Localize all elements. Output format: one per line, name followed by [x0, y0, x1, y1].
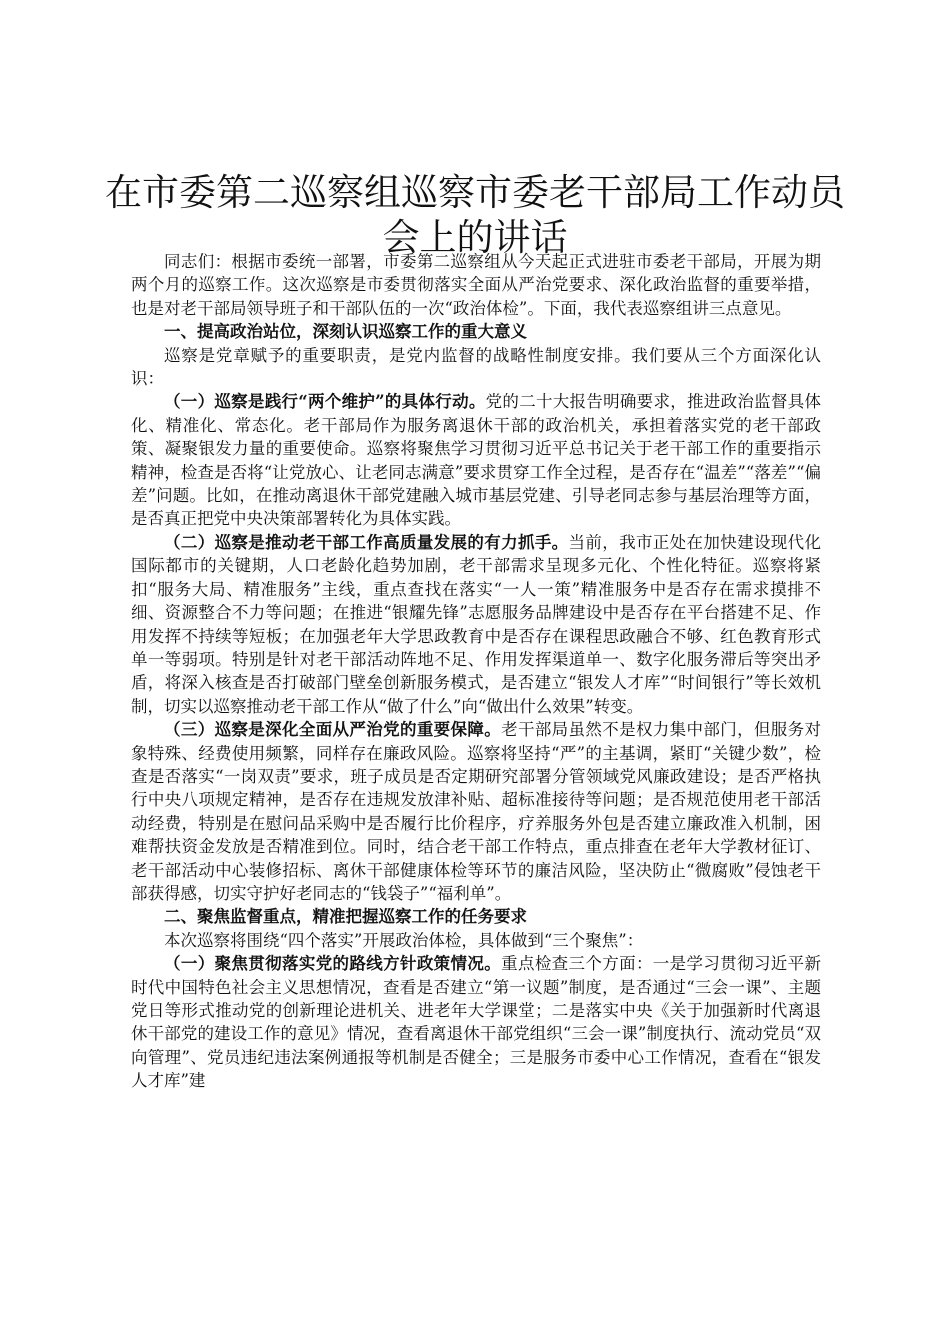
document-title: 在市委第二巡察组巡察市委老干部局工作动员会上的讲话	[105, 171, 845, 259]
section-1-point-2-text: 当前，我市正处在加快建设现代化国际都市的关键期，人口老龄化趋势加剧，老干部需求呈现多元化、个性化特征。巡察将紧扣“服务大局、精准服务”主线，重点查找在落实“一人一策”精准服务中是否存在需求摸排不细、资源整合不力等问题；在推进“银耀先锋”志愿服务品牌建设中是否存在平台搭建不足、作用发挥不持续等短板；在加强老年大学思政教育中是否存在课程思政融合不够、红色教育形式单一等弱项。特别是针对老干部活动阵地不足、作用发挥渠道单一、数字化服务滞后等突出矛盾，将深入核查是否打破部门壁垒创新服务模式，是否建立“银发人才库”“时间银行”等长效机制，切实以巡察推动老干部工作从“做了什么”向“做出什么效果”转变。	[131, 532, 822, 716]
section-2-intro: 本次巡察将围绕“四个落实”开展政治体检，具体做到“三个聚焦”：	[164, 930, 644, 950]
section-1-point-3-text: 老干部局虽然不是权力集中部门，但服务对象特殊、经费使用频繁，同样存在廉政风险。巡察将坚持“严”的主基调，紧盯“关键少数”，检查是否落实“一岗双责”要求，班子成员是否定期研究部署分管领域党风廉政建设；是否严格执行中央八项规定精神，是否存在违规发放津补贴、超标准接待等问题；是否规范使用老干部活动经费，特别是在慰问品采购中是否履行比价程序，疗养服务外包是否建立廉政准入机制，困难帮扶资金发放是否精准到位。同时，结合老干部工作特点，重点排查在老年大学教材征订、老干部活动中心装修招标、离休干部健康体检等环节的廉洁风险，坚决防止“微腐败”侵蚀老干部获得感，切实守护好老同志的“钱袋子”“福利单”。	[131, 720, 822, 903]
section-1-point-3-lead: （三）巡察是深化全面从严治党的重要保障。	[164, 720, 502, 740]
salutation-paragraph: 同志们：根据市委统一部署，市委第二巡察组从今天起正式进驻市委老干部局，开展为期两个月的巡察工作。这次巡察是市委贯彻落实全面从严治党要求、深化政治监督的重要举措，也是对老干部局领导班子和干部队伍的一次“政治体检”。下面，我代表巡察组讲三点意见。	[131, 252, 821, 318]
section-1-point-2	[131, 531, 821, 718]
section-1-point-1-lead: （一）巡察是践行“两个维护”的具体行动。	[164, 392, 486, 412]
section-1-heading: 一、提高政治站位，深刻认识巡察工作的重大意义	[164, 322, 527, 342]
section-1-point-1	[131, 390, 821, 530]
section-1-intro: 巡察是党章赋予的重要职责，是党内监督的战略性制度安排。我们要从三个方面深化认识：	[131, 345, 821, 389]
section-1-point-1-text: 党的二十大报告明确要求，推进政治监督具体化、精准化、常态化。老干部局作为服务离退休干部的政治机关，承担着落实党的老干部政策、凝聚银发力量的重要使命。巡察将聚焦学习贯彻习近平总书记关于老干部工作的重要指示精神，检查是否将“让党放心、让老同志满意”要求贯穿工作全过程，是否存在“温差”“落差”“偏差”问题。比如，在推动离退休干部党建融入城市基层党建、引导老同志参与基层治理等方面，是否真正把党中央决策部署转化为具体实践。	[131, 392, 822, 529]
section-2-point-1	[131, 952, 821, 1092]
section-2-point-1-text: 重点检查三个方面：一是学习贯彻习近平新时代中国特色社会主义思想情况，查看是否建立“第一议题”制度，是否通过“三会一课”、主题党日等形式推动党的创新理论进机关、进老年大学课堂；二是落实中央《关于加强新时代离退休干部党的建设工作的意见》情况，查看离退休干部党组织“三会一课”制度执行、流动党员“双向管理”、党员违纪违法案例通报等机制是否健全；三是服务市委中心工作情况，查看在“银发人才库”建	[131, 954, 822, 1091]
section-1-point-3	[131, 718, 821, 905]
document-body	[131, 250, 821, 1093]
section-2-point-1-lead: （一）聚焦贯彻落实党的路线方针政策情况。	[164, 954, 502, 974]
section-1-point-2-lead: （二）巡察是推动老干部工作高质量发展的有力抓手。	[164, 532, 569, 552]
section-2-heading: 二、聚焦监督重点，精准把握巡察工作的任务要求	[164, 907, 527, 927]
